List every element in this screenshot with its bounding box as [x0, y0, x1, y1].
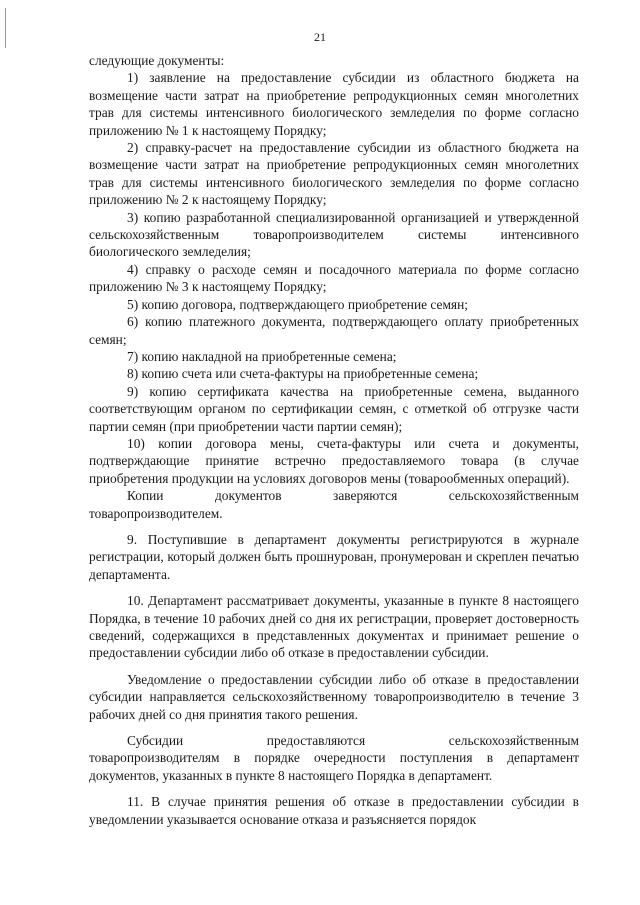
- list-item: 3) копию разработанной специализированной организацией и утвержденной сельскохозяйственным товаропроизводителем системы интенсивного биологического земледелия;: [89, 209, 579, 260]
- paragraph-item-10: 10. Департамент рассматривает документы, указанные в пункте 8 настоящего Порядка, в течение 10 рабочих дней со дня их регистрации, проверяет достоверность сведений, содержащихся в представленных документах и принимает решение о предоставлении субсидии либо об отказе в предоставлении субсидии.: [89, 593, 579, 661]
- paragraph-notification: Уведомление о предоставлении субсидии либо об отказе в предоставлении субсидии направляется сельскохозяйственному товаропроизводителю в течение 3 рабочих дней со дня принятия такого решения.: [89, 671, 579, 722]
- list-item: 2) справку-расчет на предоставление субсидии из областного бюджета на возмещение части затрат на приобретение репродукционных семян многолетних трав для системы интенсивного биологического земледелия по форме согласно приложению № 2 к настоящему Порядку;: [89, 140, 579, 208]
- paragraph-item-11: 11. В случае принятия решения об отказе в предоставлении субсидии в уведомлении указывается основание отказа и разъясняется порядок: [89, 794, 579, 827]
- list-item: 7) копию накладной на приобретенные семена;: [127, 348, 397, 364]
- list-item: 6) копию платежного документа, подтверждающего оплату приобретенных семян;: [89, 314, 579, 347]
- list-item: 10) копии договора мены, счета-фактуры или счета и документы, подтверждающие принятие встречно предоставляемого товара (в случае приобретения продукции на условиях договоров мены (товарообменных операций).: [89, 435, 579, 486]
- list-item: 4) справку о расходе семян и посадочного материала по форме согласно приложению № 3 к настоящему Порядку;: [89, 261, 579, 295]
- paragraph-continuation: товаропроизводителем.: [89, 505, 223, 521]
- list-item: 5) копию договора, подтверждающего приобретение семян;: [127, 296, 468, 312]
- copies-paragraph-first-line: [89, 487, 579, 504]
- list-item: 1) заявление на предоставление субсидии из областного бюджета на возмещение части затрат на приобретение репродукционных семян многолетних трав для системы интенсивного биологического земледелия по форме согласно приложению № 1 к настоящему Порядку;: [89, 70, 579, 138]
- word: заверяются: [333, 488, 398, 504]
- paragraph-item-9: 9. Поступившие в департамент документы регистрируются в журнале регистрации, который должен быть прошнурован, пронумерован и скреплен печатью департамента.: [89, 531, 579, 582]
- word: Копии: [127, 488, 164, 504]
- list-item: 8) копию счета или счета-фактуры на приобретенные семена;: [127, 366, 479, 382]
- word: Субсидии: [127, 733, 184, 749]
- document-body: [89, 52, 579, 828]
- list-item: 9) копию сертификата качества на приобретенные семена, выданного соответствующим органом по сертификации семян, с отметкой об отгрузке части партии семян (при приобретении части партии семян);: [89, 383, 579, 434]
- word: сельскохозяйственным: [448, 488, 579, 504]
- subsidies-paragraph-first-line: [89, 732, 579, 749]
- page-number: 21: [314, 30, 326, 44]
- word: документов: [214, 488, 282, 504]
- word: сельскохозяйственным: [448, 733, 579, 749]
- paragraph: следующие документы:: [89, 53, 225, 68]
- paragraph-continuation: товаропроизводителям в порядке очередности поступления в департамент документов, указанных в пункте 8 настоящего Порядка в департамент.: [89, 750, 579, 783]
- word: предоставляются: [266, 733, 366, 749]
